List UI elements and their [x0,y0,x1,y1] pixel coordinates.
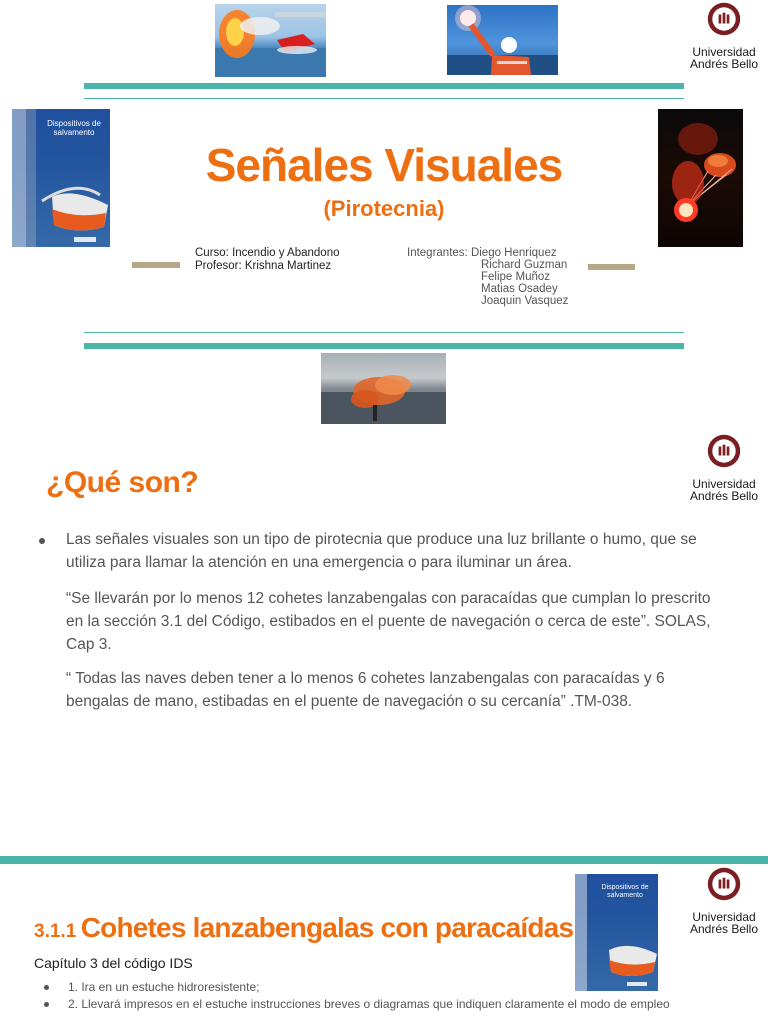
section-title: Cohetes lanzabengalas con paracaídas [80,912,574,943]
slide-rockets [0,856,768,1024]
members-label: Integrantes: [407,247,468,259]
orange-smoke-photo [321,353,446,424]
slide-what-are-they [0,432,768,856]
list-item-text: 1. Ira en un estuche hidroresistente; [68,980,260,994]
solas-quote: “Se llevarán por lo menos 12 cohetes lanzabengalas con paracaídas que cumplan lo prescrito en la sección 3.1 del Código, estibados en el puente de navegación o cerca de este”. SOLAS, Cap 3. [66,590,711,653]
section-number: 3.1.1 [34,921,77,942]
right-accent-bar [588,264,635,270]
section-subheading: Capítulo 3 del código IDS [34,955,193,971]
professor-label: Profesor: Krishna Martinez [195,260,332,272]
members-list [407,247,568,307]
logo-line1: Universidad [692,477,756,491]
bottom-divider-thin [84,332,684,333]
member-name: Matias Osadey [481,283,558,295]
slide-title [0,0,768,432]
university-logo [679,866,768,935]
bottom-divider-thick [84,343,684,349]
book-cover-image [575,874,658,991]
university-crest-icon [706,866,742,902]
bullet-dot [39,538,45,544]
top-divider-thin [84,98,684,99]
university-logo [679,1,768,70]
university-crest-icon [706,433,742,469]
logo-line2: Andrés Bello [689,922,759,936]
book-cover-title: Dispositivos de salvamento [47,119,101,137]
tm038-quote: “ Todas las naves deben tener a lo menos 6 cohetes lanzabengalas con paracaídas y 6 bengalas de mano, estibadas en el puente de navegación o su cercanía” .TM-038. [66,670,665,710]
university-crest-icon [706,1,742,37]
logo-line2: Andrés Bello [689,489,759,503]
book-cover-title: Dispositivos de salvamento [601,884,649,899]
slide-top-band [0,856,768,864]
top-divider-thick [84,83,684,89]
logo-line2: Andrés Bello [689,57,759,71]
page-title: Señales Visuales [205,139,563,191]
member-name: Joaquin Vasquez [481,295,569,307]
section-heading: ¿Qué son? [46,466,199,499]
definition-text: Las señales visuales son un tipo de pirotecnia que produce una luz brillante o humo, que se utiliza para llamar la atención en una emergencia o para iluminar un área. [66,531,697,571]
member-name: Felipe Muñoz [481,271,551,283]
logo-line1: Universidad [692,45,756,59]
member-name: Richard Guzman [481,259,568,271]
course-info [195,247,395,273]
page-subtitle: (Pirotecnia) [323,196,445,221]
member-name: Diego Henriquez [470,247,557,259]
flare-on-sea-photo [215,4,326,77]
course-label: Curso: Incendio y Abandono [195,247,340,259]
hand-flare-photo [447,5,558,75]
section-heading [34,912,573,944]
university-logo [679,433,768,502]
logo-line1: Universidad [692,910,756,924]
left-accent-bar [132,262,180,268]
list-item [34,996,714,1013]
list-item-text: 2. Llevará impresos en el estuche instrucciones breves o diagramas que indiquen claramente el modo de empleo [68,997,670,1011]
